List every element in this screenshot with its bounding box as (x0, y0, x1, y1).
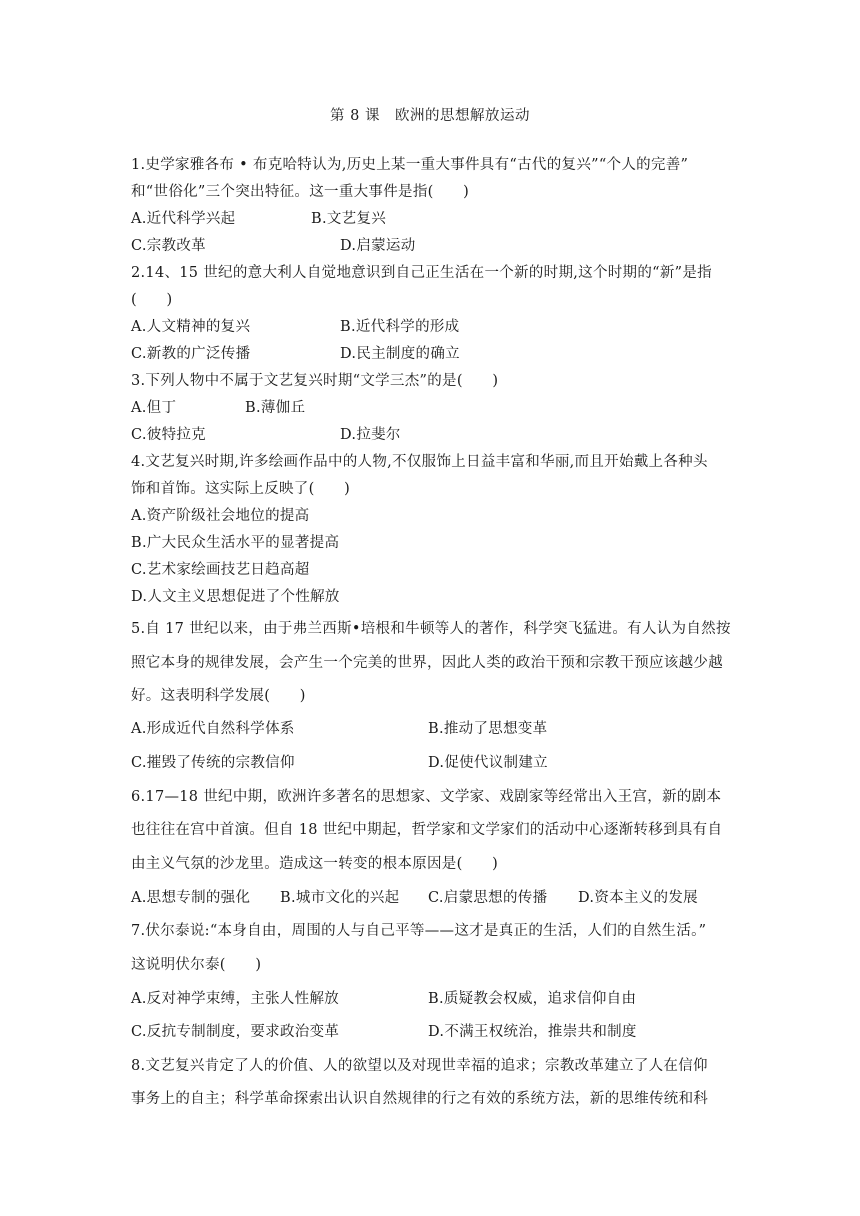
question-6-option-b: B.城市文化的兴起 (280, 890, 400, 906)
question-3-option-b: B.薄伽丘 (245, 400, 306, 416)
question-5-option-a: A.形成近代自然科学体系 (131, 721, 295, 737)
question-4-line-2: 饰和首饰。这实际上反映了( ) (131, 481, 351, 497)
question-7-option-c: C.反抗专制制度，要求政治变革 (131, 1024, 340, 1040)
question-5-option-d: D.促使代议制建立 (428, 755, 548, 771)
question-7-option-d: D.不满王权统治，推崇共和制度 (428, 1024, 637, 1040)
question-6-option-a: A.思想专制的强化 (131, 890, 251, 906)
question-5-option-c: C.摧毁了传统的宗教信仰 (131, 755, 295, 771)
question-1-line-1: 1.史学家雅各布 • 布克哈特认为,历史上某一重大事件具有“古代的复兴”“个人的完善” (131, 157, 689, 173)
question-1-option-b: B.文艺复兴 (311, 211, 387, 227)
question-3-line-1: 3.下列人物中不属于文艺复兴时期“文学三杰”的是( ) (131, 373, 499, 389)
question-7-option-b: B.质疑教会权威，追求信仰自由 (428, 991, 637, 1007)
question-4-option-a: A.资产阶级社会地位的提高 (131, 508, 310, 524)
question-4-option-b: B.广大民众生活水平的显著提高 (131, 535, 340, 551)
question-1-option-c: C.宗教改革 (131, 238, 206, 254)
question-2-line-1: 2.14、15 世纪的意大利人自觉地意识到自己正生活在一个新的时期,这个时期的“新”是指 (131, 265, 712, 281)
question-2-option-d: D.民主制度的确立 (340, 346, 460, 362)
question-7-line-2: 这说明伏尔泰( ) (131, 957, 262, 973)
page-title: 第 8 课 欧洲的思想解放运动 (330, 108, 530, 124)
question-3-option-a: A.但丁 (131, 400, 177, 416)
question-1-line-2: 和“世俗化”三个突出特征。这一重大事件是指( ) (131, 184, 470, 200)
question-3-option-c: C.彼特拉克 (131, 427, 206, 443)
question-5-line-3: 好。这表明科学发展( ) (131, 688, 306, 704)
question-3-option-d: D.拉斐尔 (340, 427, 401, 443)
question-6-option-d: D.资本主义的发展 (578, 890, 698, 906)
question-4-option-c: C.艺术家绘画技艺日趋高超 (131, 562, 310, 578)
question-2-line-2: ( ) (131, 292, 173, 308)
question-2-option-a: A.人文精神的复兴 (131, 319, 251, 335)
question-6-line-1: 6.17—18 世纪中期，欧洲许多著名的思想家、文学家、戏剧家等经常出入王宫，新的剧本 (131, 789, 722, 805)
question-6-option-c: C.启蒙思想的传播 (428, 890, 548, 906)
question-5-line-1: 5.自 17 世纪以来，由于弗兰西斯•培根和牛顿等人的著作，科学突飞猛进。有人认为自然按 (131, 621, 731, 637)
question-8-line-2: 事务上的自主；科学革命探索出认识自然规律的行之有效的系统方法，新的思维传统和科 (131, 1091, 709, 1107)
question-1-option-d: D.启蒙运动 (340, 238, 416, 254)
question-8-line-1: 8.文艺复兴肯定了人的价值、人的欲望以及对现世幸福的追求；宗教改革建立了人在信仰 (131, 1058, 708, 1074)
question-2-option-b: B.近代科学的形成 (340, 319, 460, 335)
question-6-line-3: 由主义气氛的沙龙里。造成这一转变的根本原因是( ) (131, 856, 499, 872)
question-4-line-1: 4.文艺复兴时期,许多绘画作品中的人物,不仅服饰上日益丰富和华丽,而且开始戴上各种头 (131, 454, 708, 470)
question-7-option-a: A.反对神学束缚，主张人性解放 (131, 991, 340, 1007)
question-2-option-c: C.新教的广泛传播 (131, 346, 251, 362)
question-7-line-1: 7.伏尔泰说:“本身自由，周围的人与自己平等——这才是真正的生活，人们的自然生活。” (131, 923, 707, 939)
question-4-option-d: D.人文主义思想促进了个性解放 (131, 589, 340, 605)
question-5-line-2: 照它本身的规律发展，会产生一个完美的世界，因此人类的政治干预和宗教干预应该越少越 (131, 655, 723, 671)
question-5-option-b: B.推动了思想变革 (428, 721, 548, 737)
question-6-line-2: 也往往在宫中首演。但自 18 世纪中期起，哲学家和文学家们的活动中心逐渐转移到具有自 (131, 822, 723, 838)
question-1-option-a: A.近代科学兴起 (131, 211, 236, 227)
